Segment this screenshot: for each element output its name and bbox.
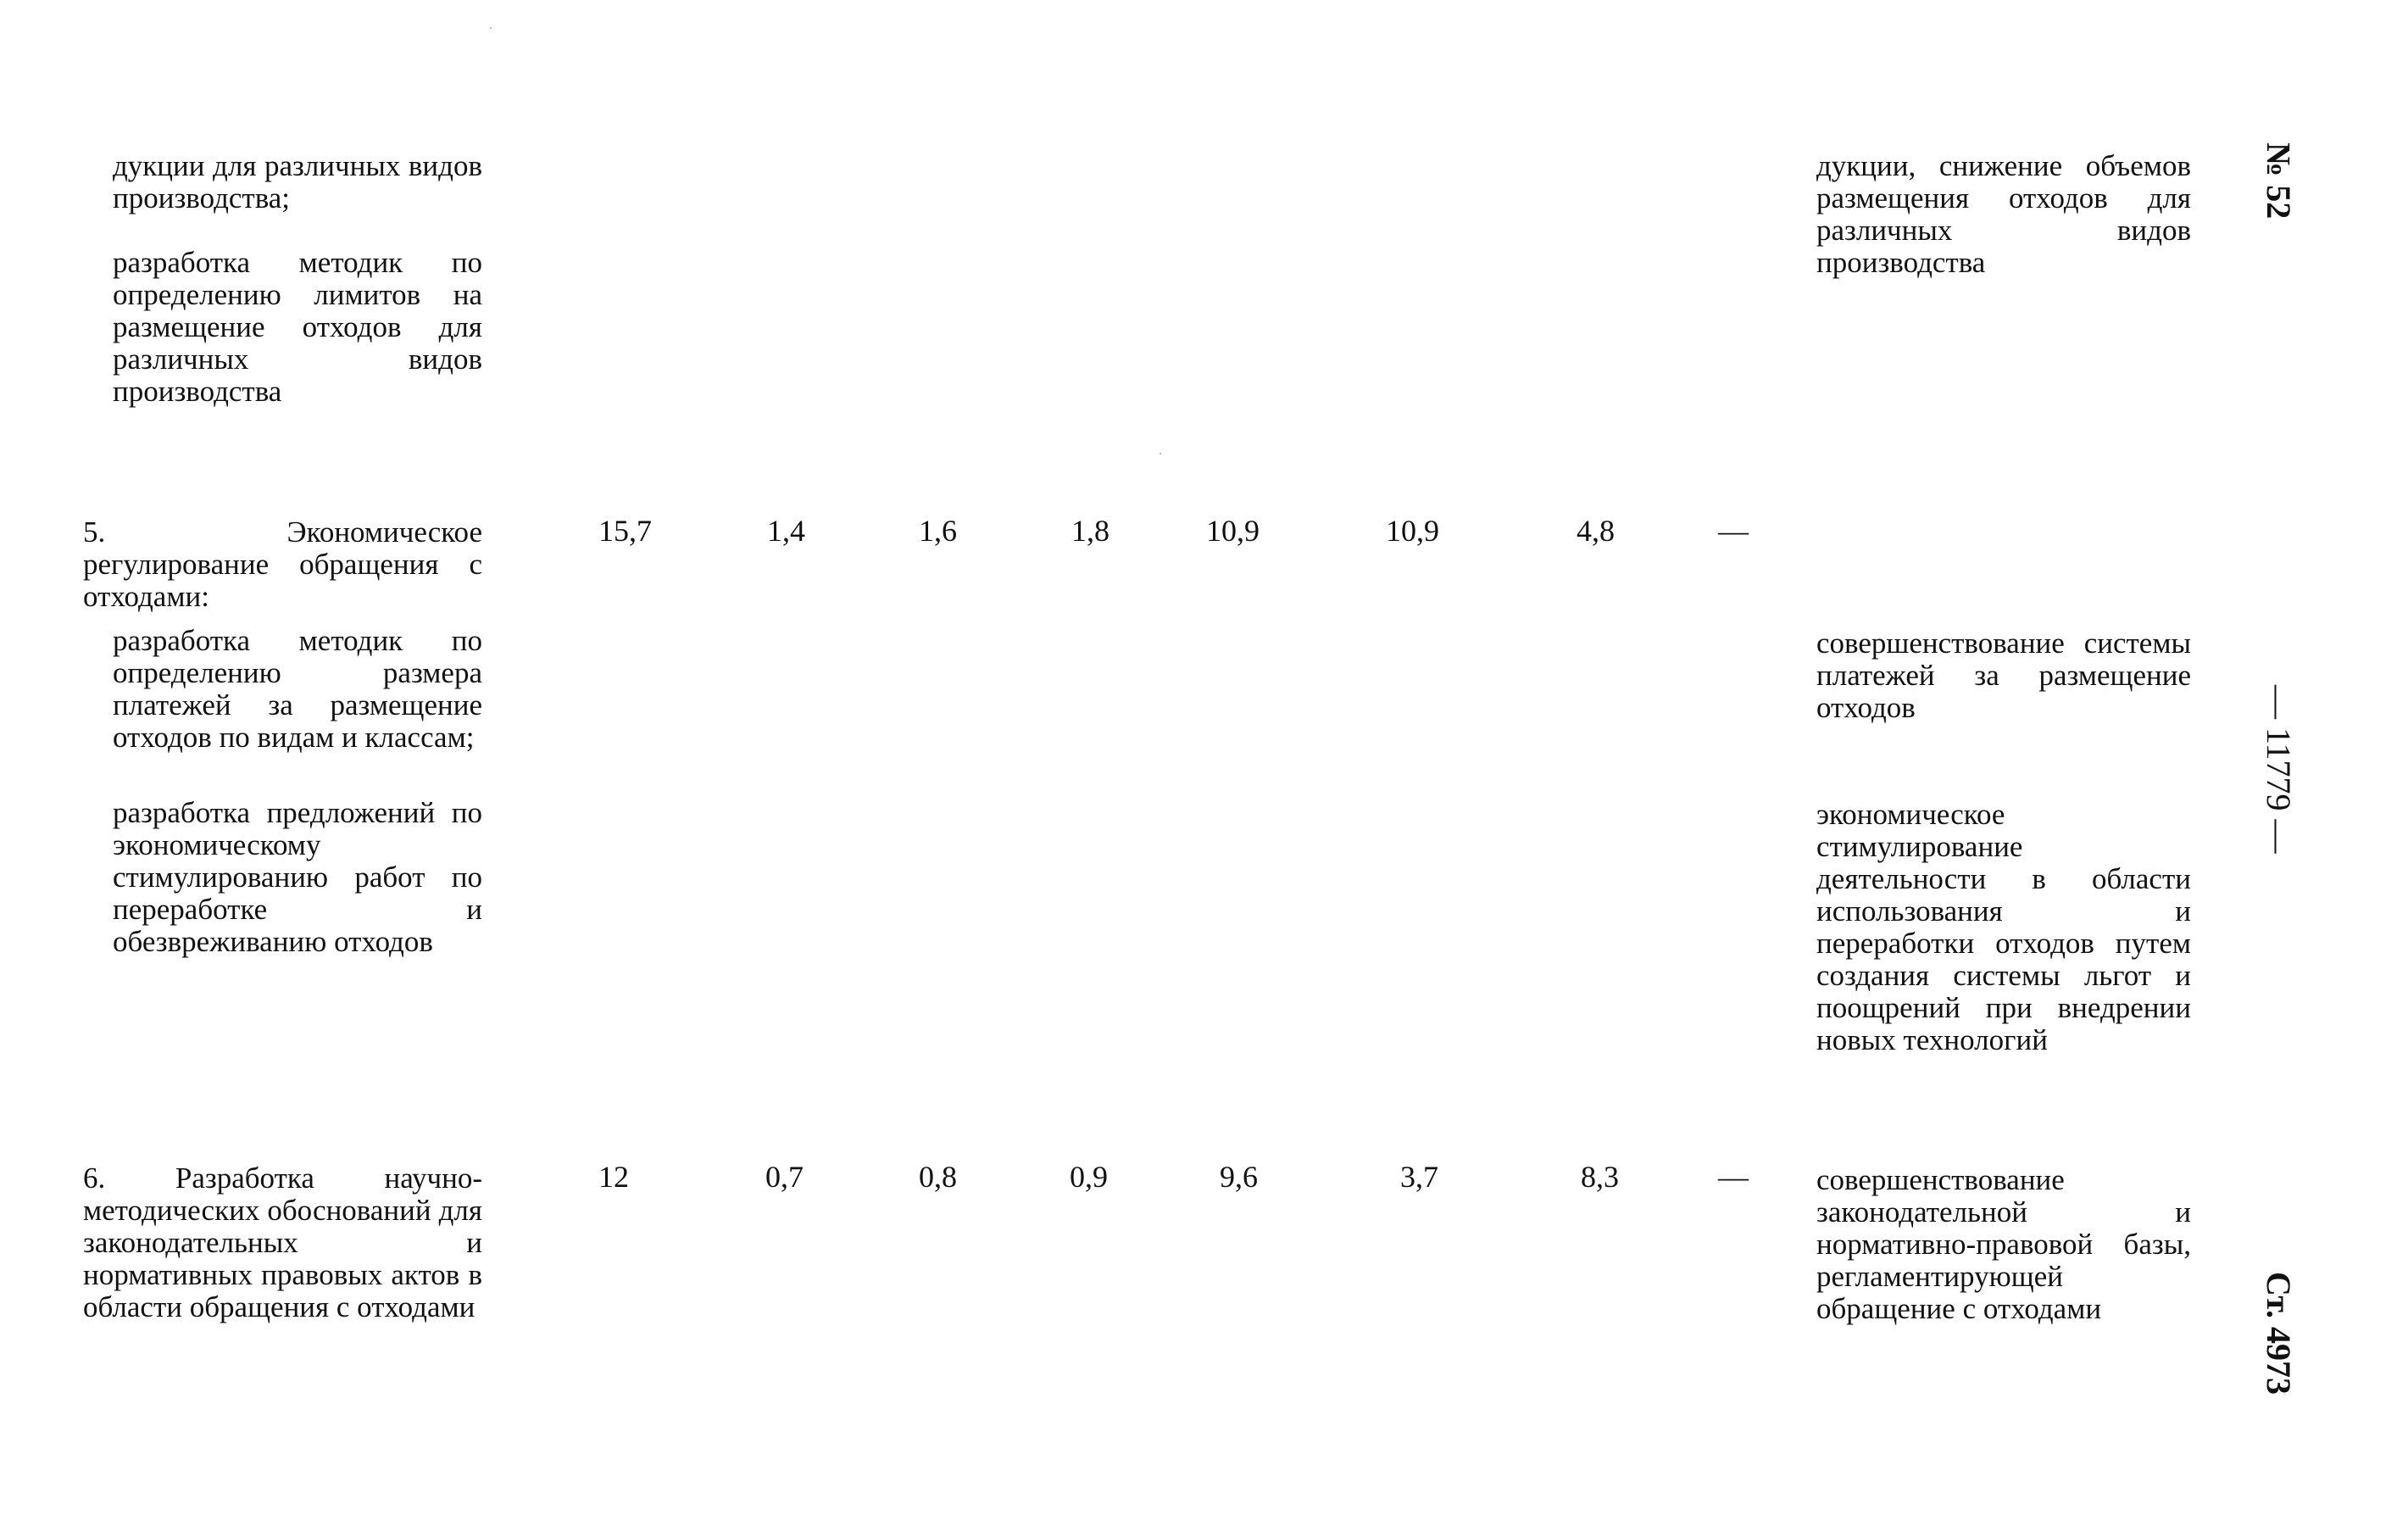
row5-value-regional: 4,8 <box>1577 514 1615 548</box>
row6-value-2004: 0,9 <box>1070 1160 1108 1194</box>
row5-value-2004: 1,8 <box>1071 514 1109 548</box>
scan-speck <box>1160 453 1161 454</box>
row6-value-other: — <box>1718 1160 1749 1194</box>
row5-value-other: — <box>1718 514 1749 548</box>
row5-value-total: 15,7 <box>598 514 652 548</box>
continuation-task-2: разработка методик по определению лимитов на размещение отходов для различных видов производства <box>113 246 482 408</box>
row6-title: 6. Разработка научно-методических обоснований для законодательных и нормативных правовых актов в области обращения с отходами <box>83 1162 482 1323</box>
article-number: Ст. 4973 <box>2260 1272 2298 1395</box>
continuation-task-1: дукции для различных видов производства; <box>113 149 482 214</box>
row6-value-total: 12 <box>598 1160 629 1194</box>
issue-number: № 52 <box>2260 142 2298 220</box>
row5-result-2: экономическое стимулирование деятельности в области использования и переработки отходов путем создания системы льгот и поощрений при внедрении новых технологий <box>1816 798 2191 1056</box>
row6-value-2002: 0,7 <box>765 1160 804 1194</box>
row5-result-1: совершенствование системы платежей за размещение отходов <box>1816 627 2191 724</box>
row6-result-1: совершенствование законодательной и нормативно-правовой базы, регламентирующей обращение с отходами <box>1816 1163 2191 1325</box>
page-number: — 11779 — <box>2260 685 2298 854</box>
row5-subtask-2: разработка предложений по экономическому стимулированию работ по переработке и обезвреживанию отходов <box>113 796 482 958</box>
row6-value-2003: 0,8 <box>919 1160 957 1194</box>
row5-subtask-1: разработка методик по определению размера платежей за размещение отходов по видам и классам; <box>113 624 482 754</box>
row6-value-2005: 9,6 <box>1220 1160 1258 1194</box>
row5-value-2005: 10,9 <box>1206 514 1260 548</box>
row5-value-2003: 1,6 <box>919 514 957 548</box>
scan-speck <box>490 27 492 29</box>
row5-title: 5. Экономическое регулирование обращения с отходами: <box>83 515 482 613</box>
continuation-result-1: дукции, снижение объемов размещения отходов для различных видов производства <box>1816 149 2191 279</box>
row5-value-2002: 1,4 <box>767 514 805 548</box>
row6-value-regional: 8,3 <box>1581 1160 1619 1194</box>
row6-value-federal: 3,7 <box>1400 1160 1438 1194</box>
row5-value-federal: 10,9 <box>1386 514 1439 548</box>
